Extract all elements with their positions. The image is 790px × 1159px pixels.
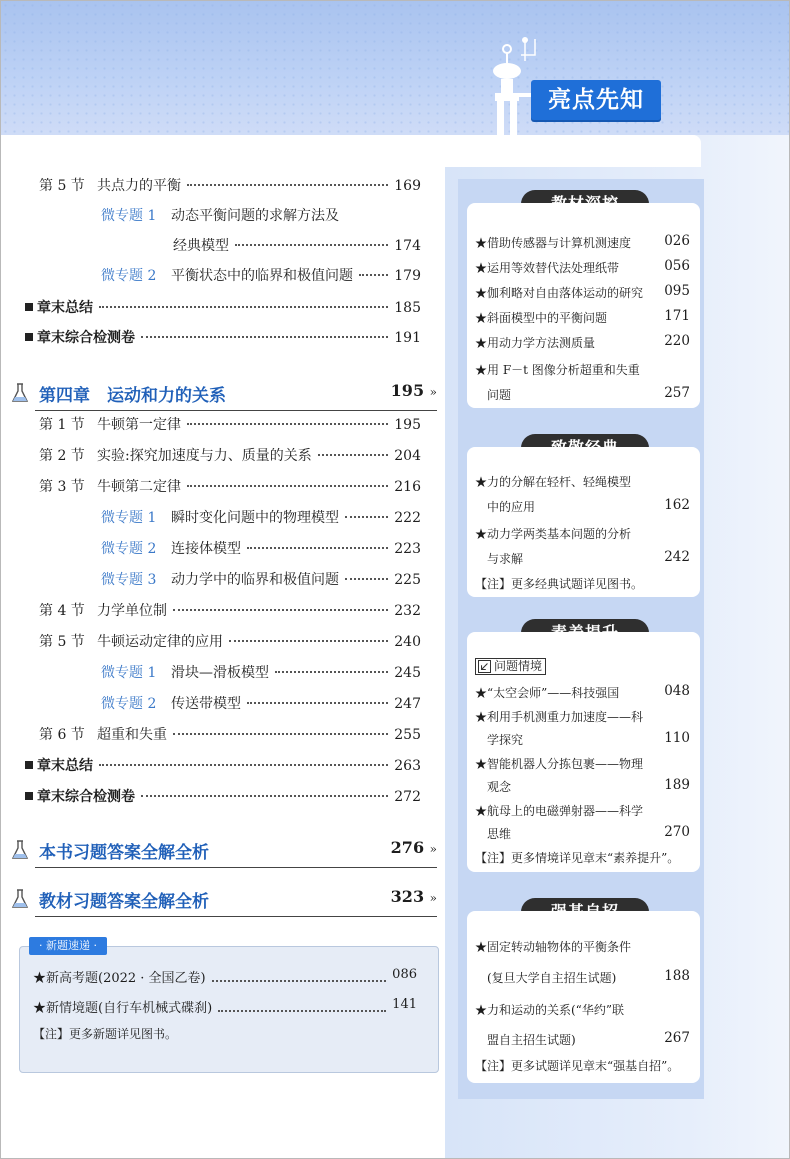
panel-item-text: 与求解: [475, 552, 524, 566]
news-item-title: ★新情境题(自行车机械式碟刹): [33, 1001, 213, 1016]
subtopic-label: 微专题 2: [101, 696, 157, 712]
page-number: 191: [394, 330, 421, 346]
page-number: 188: [664, 968, 690, 984]
leader-dots: [359, 274, 388, 276]
panel-item[interactable]: [475, 473, 690, 490]
panel-item[interactable]: [475, 755, 690, 772]
panel-item[interactable]: [475, 234, 690, 251]
subtopic-title: 动态平衡问题的求解方法及: [171, 208, 339, 224]
news-item[interactable]: [33, 967, 417, 986]
panel-item[interactable]: [475, 309, 690, 326]
leader-dots: [187, 423, 388, 425]
leader-dots: [345, 516, 388, 518]
panel-note: 【注】更多经典试题详见图书。: [475, 577, 644, 591]
page-number: 225: [394, 572, 421, 588]
panel-item-text: 学探究: [475, 733, 524, 747]
toc-subrow[interactable]: [101, 662, 421, 682]
page-number: 216: [394, 479, 421, 495]
chapter-title: 第四章 运动和力的关系: [39, 386, 226, 406]
panel-item[interactable]: [475, 802, 690, 819]
page-number: 056: [664, 258, 690, 274]
leader-dots: [318, 454, 389, 456]
flask-icon: [11, 383, 29, 403]
toc-row[interactable]: [39, 724, 421, 744]
page-number: 245: [394, 665, 421, 681]
panel-item-text: ★固定转动轴物体的平衡条件: [475, 940, 632, 954]
section-title: 牛顿第二定律: [97, 479, 181, 495]
toc-summary-row[interactable]: [25, 327, 421, 347]
subtopic-label: 微专题 1: [101, 208, 157, 224]
section-number: 第 2 节: [39, 448, 85, 464]
panel-item-text: ★力的分解在轻杆、轻绳模型: [475, 475, 632, 489]
section-number: 第 6 节: [39, 727, 85, 743]
section-title: 超重和失重: [97, 727, 167, 743]
page-number: 026: [664, 233, 690, 249]
leader-dots: [218, 993, 386, 1012]
section-number: 第 3 节: [39, 479, 85, 495]
panel-item-text: ★利用手机测重力加速度——科: [475, 710, 644, 724]
square-bullet-icon: [25, 303, 33, 311]
leader-dots: [345, 578, 388, 580]
flask-icon: [11, 840, 29, 860]
summary-title: 章末总结: [37, 300, 93, 316]
panel-item[interactable]: [475, 361, 690, 378]
toc-subrow[interactable]: [101, 205, 339, 225]
panel-item[interactable]: [475, 938, 690, 955]
subtopic-title: 经典模型: [173, 238, 229, 254]
news-item-title: ★新高考题(2022 · 全国乙卷): [33, 971, 206, 986]
panel-item-text: ★“太空会师”——科技强国: [475, 686, 620, 700]
panel-item-text: ★用动力学方法测质量: [475, 336, 596, 350]
panel-item-text: ★航母上的电磁弹射器——科学: [475, 804, 644, 818]
page-number: 267: [664, 1030, 690, 1046]
leader-dots: [212, 963, 387, 982]
toc-row[interactable]: [39, 445, 421, 465]
square-bullet-icon: [25, 333, 33, 341]
page-number: 195: [394, 417, 421, 433]
chapter-underline: [35, 410, 437, 411]
chapter-heading[interactable]: [11, 381, 437, 405]
page-number: 189: [664, 777, 690, 793]
section-title: 牛顿运动定律的应用: [97, 634, 223, 650]
panel-note: 【注】更多情境详见章末“素养提升”。: [475, 851, 680, 865]
panel-item-cont[interactable]: [475, 778, 690, 795]
news-item[interactable]: [33, 997, 417, 1016]
answers-page-number: 323: [390, 887, 425, 906]
toc-subrow[interactable]: [101, 538, 421, 558]
page-number: 185: [394, 300, 421, 316]
subtopic-label: 微专题 1: [101, 510, 157, 526]
page-number: 242: [664, 549, 690, 565]
panel-item-text: ★运用等效替代法处理纸带: [475, 261, 620, 275]
page-number: 086: [392, 967, 417, 982]
toc-row[interactable]: [39, 600, 421, 620]
chapter-underline: [35, 916, 437, 917]
toc-subrow[interactable]: [101, 693, 421, 713]
flask-icon: [11, 889, 29, 909]
arrow-down-left-icon: [478, 660, 491, 673]
panel-item-cont[interactable]: [475, 825, 690, 842]
answers-title: 教材习题答案全解全析: [39, 892, 209, 912]
panel-item-cont[interactable]: [475, 1031, 690, 1048]
summary-title: 章末综合检测卷: [37, 789, 135, 805]
tag-label: 问题情境: [494, 659, 543, 673]
summary-title: 章末总结: [37, 758, 93, 774]
page-number: 272: [394, 789, 421, 805]
panel-item-text: ★动力学两类基本问题的分析: [475, 527, 632, 541]
panel-item-cont[interactable]: [475, 969, 690, 986]
subtopic-label: 微专题 2: [101, 541, 157, 557]
subtopic-title: 连接体模型: [171, 541, 241, 557]
news-note: 【注】更多新题详见图书。: [33, 1027, 178, 1041]
page-number: 162: [664, 497, 690, 513]
square-bullet-icon: [25, 761, 33, 769]
leader-dots: [235, 244, 388, 246]
chapter-page: [391, 381, 437, 400]
subtopic-title: 动力学中的临界和极值问题: [171, 572, 339, 588]
panel-item-cont[interactable]: [475, 386, 690, 403]
chevron-right-icon: »: [429, 842, 437, 856]
leader-dots: [141, 336, 388, 338]
chapter-underline: [35, 867, 437, 868]
toc-subrow[interactable]: [101, 569, 421, 589]
panel-item-cont[interactable]: [475, 498, 690, 515]
chevron-right-icon: »: [429, 891, 437, 905]
panel-item[interactable]: [475, 259, 690, 276]
section-number: 第 1 节: [39, 417, 85, 433]
answers-page: [391, 887, 437, 906]
section-number: 第 5 节: [39, 178, 85, 194]
panel-item-text: ★借助传感器与计算机测速度: [475, 236, 632, 250]
chevron-right-icon: »: [429, 385, 437, 399]
toc-summary-row[interactable]: [25, 786, 421, 806]
panel-item-text: 中的应用: [475, 500, 536, 514]
panel-item-text: ★力和运动的关系(“华约”联: [475, 1003, 624, 1017]
section-title: 力学单位制: [97, 603, 167, 619]
toc-row[interactable]: [39, 476, 421, 496]
leader-dots: [173, 733, 388, 735]
panel-item-text: ★智能机器人分拣包裹——物理: [475, 757, 644, 771]
answers-page-number: 276: [390, 838, 425, 857]
page-number: 247: [394, 696, 421, 712]
section-badge: 亮点先知: [531, 80, 661, 120]
toc-row[interactable]: [39, 631, 421, 651]
leader-dots: [229, 640, 388, 642]
subtopic-title: 传送带模型: [171, 696, 241, 712]
panel-item-text: ★用 F－t 图像分析超重和失重: [475, 363, 640, 377]
toc-subrow[interactable]: [101, 265, 421, 285]
section-title: 实验:探究加速度与力、质量的关系: [97, 448, 312, 464]
subtopic-label: 微专题 3: [101, 572, 157, 588]
subtopic-label: 微专题 2: [101, 268, 157, 284]
leader-dots: [173, 609, 388, 611]
summary-title: 章末综合检测卷: [37, 330, 135, 346]
subtopic-label: 微专题 1: [101, 665, 157, 681]
leader-dots: [187, 485, 388, 487]
new-questions-tag: · 新题速递 ·: [29, 937, 107, 955]
chapter-page-number: 195: [390, 381, 425, 400]
section-number: 第 4 节: [39, 603, 85, 619]
toc-summary-row[interactable]: [25, 297, 421, 317]
answers-heading[interactable]: [11, 838, 437, 862]
panel-item-cont[interactable]: [475, 731, 690, 748]
page-number: 232: [394, 603, 421, 619]
panel-item-text: ★斜面模型中的平衡问题: [475, 311, 608, 325]
panel-item[interactable]: [475, 1001, 690, 1018]
subtopic-title: 平衡状态中的临界和极值问题: [171, 268, 353, 284]
leader-dots: [247, 547, 388, 549]
page-number: 255: [394, 727, 421, 743]
panel-item-text: 思维: [475, 827, 512, 841]
page-number: 169: [394, 178, 421, 194]
page-number: 110: [664, 730, 690, 746]
answers-title: 本书习题答案全解全析: [39, 843, 209, 863]
leader-dots: [141, 795, 388, 797]
panel-item[interactable]: [475, 684, 690, 701]
toc-summary-row[interactable]: [25, 755, 421, 775]
page-number: 270: [664, 824, 690, 840]
page-number: 174: [394, 238, 421, 254]
panel-item-text: 观念: [475, 780, 512, 794]
leader-dots: [275, 671, 388, 673]
page-number: 171: [664, 308, 690, 324]
square-bullet-icon: [25, 792, 33, 800]
panel-item-text: 问题: [475, 388, 512, 402]
leader-dots: [99, 764, 388, 766]
page-number: 204: [394, 448, 421, 464]
leader-dots: [247, 702, 388, 704]
toc-row[interactable]: [39, 414, 421, 434]
page-number: 179: [394, 268, 421, 284]
section-title: 共点力的平衡: [97, 178, 181, 194]
panel-item[interactable]: [475, 708, 690, 725]
answers-heading[interactable]: [11, 887, 437, 911]
page-number: 095: [664, 283, 690, 299]
section-title: 牛顿第一定律: [97, 417, 181, 433]
leader-dots: [99, 306, 388, 308]
subtopic-title: 瞬时变化问题中的物理模型: [171, 510, 339, 526]
leader-dots: [187, 184, 388, 186]
page-number: 257: [664, 385, 690, 401]
panel-note: 【注】更多试题详见章末“强基自招”。: [475, 1059, 680, 1073]
page-number: 141: [392, 997, 417, 1012]
answers-page: [391, 838, 437, 857]
panel-item-text: ★伽利略对自由落体运动的研究: [475, 286, 644, 300]
panel-item-text: 盟自主招生试题): [475, 1033, 576, 1047]
toc-subrow[interactable]: [101, 507, 421, 527]
page-number: 220: [664, 333, 690, 349]
toc-subrow-cont[interactable]: [173, 235, 421, 255]
page-number: 222: [394, 510, 421, 526]
problem-context-tag: [475, 658, 546, 675]
page-number: 263: [394, 758, 421, 774]
panel-item[interactable]: [475, 334, 690, 351]
panel-item[interactable]: [475, 284, 690, 301]
page-number: 223: [394, 541, 421, 557]
panel-item-text: (复旦大学自主招生试题): [475, 971, 617, 985]
subtopic-title: 滑块—滑板模型: [171, 665, 269, 681]
toc-row[interactable]: [39, 175, 421, 195]
page-number: 240: [394, 634, 421, 650]
panel-item[interactable]: [475, 525, 690, 542]
section-number: 第 5 节: [39, 634, 85, 650]
panel-item-cont[interactable]: [475, 550, 690, 567]
page-number: 048: [664, 683, 690, 699]
